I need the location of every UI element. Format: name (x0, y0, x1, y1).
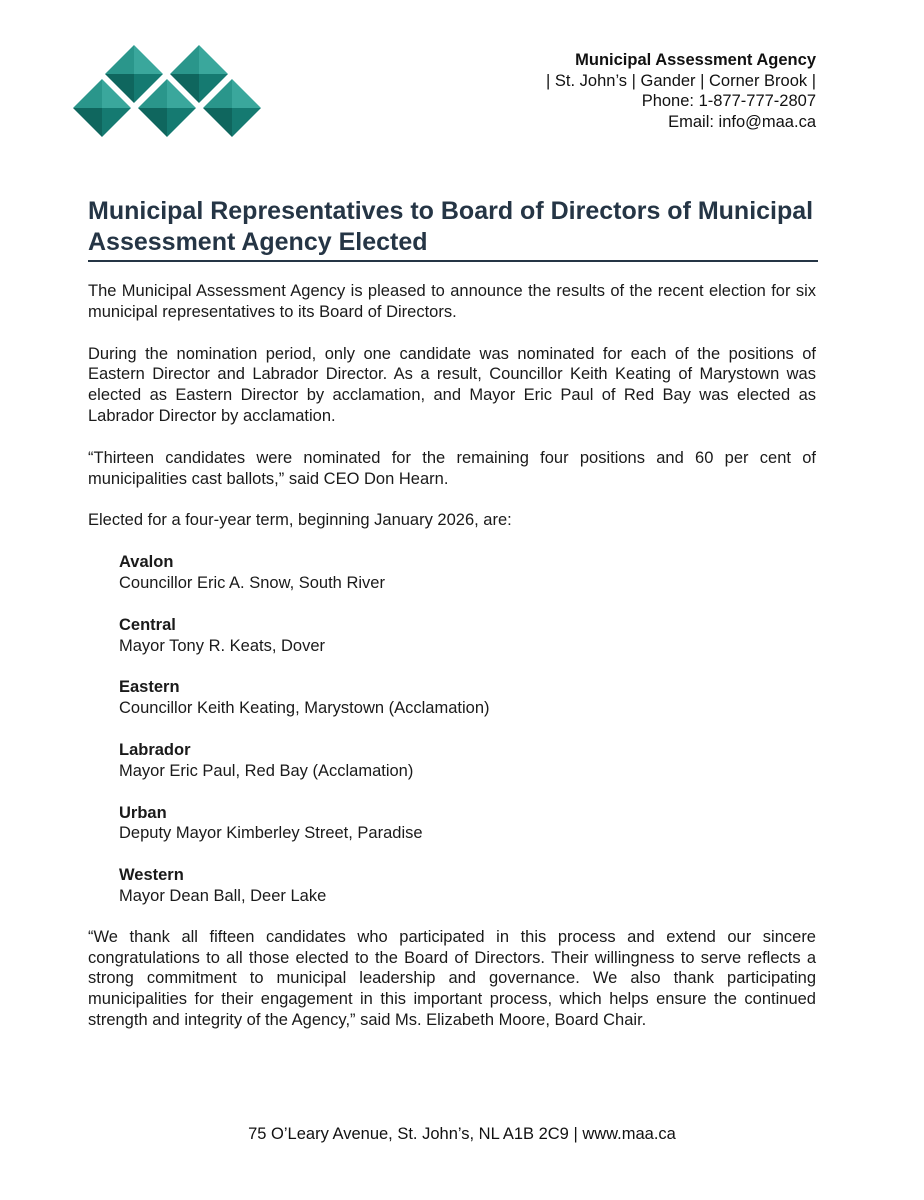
org-contact-block (546, 50, 816, 132)
document-body (88, 281, 816, 1052)
region-label: Eastern (119, 678, 180, 697)
region-label: Western (119, 866, 184, 885)
closing-quote-paragraph: “We thank all fifteen candidates who participated in this process and extend our sincere congratulations to all those elected to the Board of Directors. Their willingness to serve reflects a strong commitment to municipal leadership and governance. We also thank participating municipalities for their engagement in this important process, which helps ensure the continued strength and integrity of the Agency,” said Ms. Elizabeth Moore, Board Chair. (88, 927, 816, 1029)
intro-paragraph: The Municipal Assessment Agency is pleased to announce the results of the recent election for six municipal representatives to its Board of Directors. (88, 282, 816, 321)
nomination-paragraph: During the nomination period, only one candidate was nominated for each of the positions of Eastern Director and Labrador Director. As a result, Councillor Keith Keating of Marystown was elected as Eastern Director by acclamation, and Mayor Eric Paul of Red Bay was elected as Labrador Director by acclamation. (88, 344, 816, 425)
document-title: Municipal Representatives to Board of Directors of Municipal Assessment Agency Elected (88, 196, 818, 262)
footer-address: 75 O’Leary Avenue, St. John’s, NL A1B 2C9 | www.maa.ca (248, 1125, 676, 1143)
representative-name: Councillor Eric A. Snow, South River (119, 573, 385, 592)
representative-name: Mayor Tony R. Keats, Dover (119, 636, 326, 655)
org-name: Municipal Assessment Agency (575, 51, 816, 69)
list-item (119, 865, 816, 907)
representative-name: Mayor Eric Paul, Red Bay (Acclamation) (119, 761, 414, 780)
representative-name: Councillor Keith Keating, Marystown (Acclamation) (119, 699, 490, 718)
region-label: Avalon (119, 553, 174, 572)
org-locations: | St. John’s | Gander | Corner Brook | (546, 71, 816, 90)
region-label: Labrador (119, 740, 191, 759)
list-item (119, 803, 816, 845)
region-label: Urban (119, 803, 167, 822)
org-phone: Phone: 1-877-777-2807 (641, 92, 816, 110)
representative-name: Deputy Mayor Kimberley Street, Paradise (119, 824, 423, 843)
list-item (119, 552, 816, 594)
representative-name: Mayor Dean Ball, Deer Lake (119, 886, 327, 905)
region-label: Central (119, 615, 176, 634)
elected-intro-paragraph: Elected for a four-year term, beginning January 2026, are: (88, 511, 512, 530)
list-item (119, 677, 816, 719)
org-email: Email: info@maa.ca (668, 112, 816, 131)
diamond-cluster-logo-icon (72, 44, 262, 140)
list-item (119, 615, 816, 657)
representatives-list (119, 552, 816, 907)
ceo-quote-paragraph: “Thirteen candidates were nominated for the remaining four positions and 60 per cent of municipalities cast ballots,” said CEO Don Hearn. (88, 448, 816, 488)
list-item (119, 740, 816, 782)
